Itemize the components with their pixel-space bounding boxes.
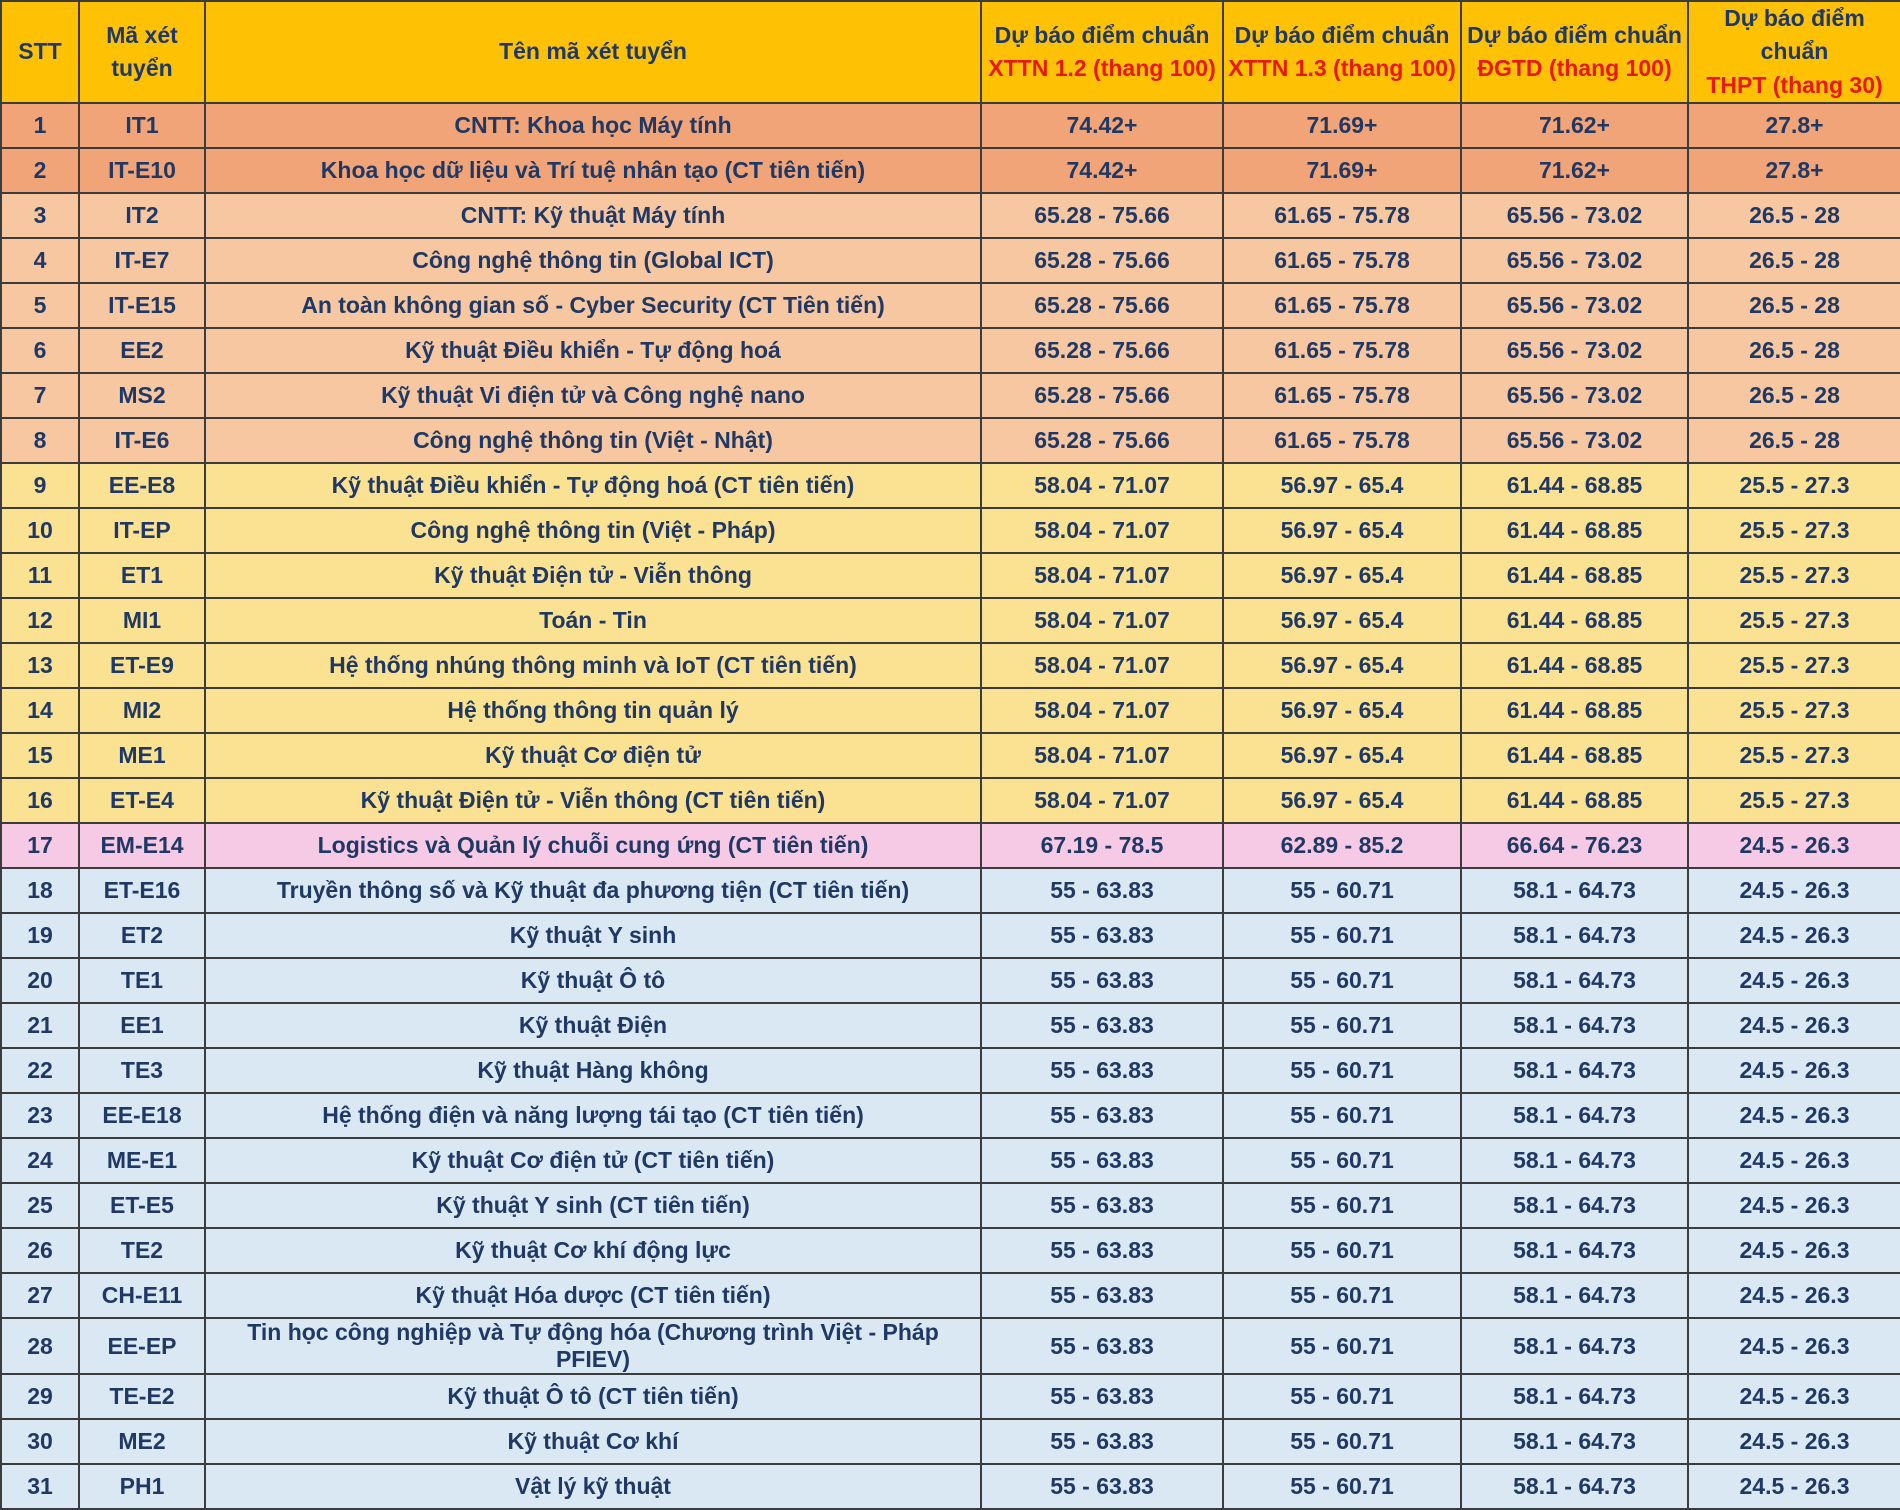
xttn12-cell: 74.42+ bbox=[981, 103, 1223, 148]
code-cell: ET-E16 bbox=[79, 868, 205, 913]
name-cell: Vật lý kỹ thuật bbox=[205, 1464, 981, 1509]
thpt-cell: 24.5 - 26.3 bbox=[1688, 1419, 1900, 1464]
table-body bbox=[1, 103, 1900, 1509]
table-row bbox=[1, 1138, 1900, 1183]
table-row bbox=[1, 1048, 1900, 1093]
xttn13-cell: 55 - 60.71 bbox=[1223, 1318, 1461, 1374]
xttn12-cell: 58.04 - 71.07 bbox=[981, 643, 1223, 688]
dgtd-cell: 58.1 - 64.73 bbox=[1461, 1183, 1688, 1228]
name-cell: Toán - Tin bbox=[205, 598, 981, 643]
table-row bbox=[1, 193, 1900, 238]
dgtd-cell: 58.1 - 64.73 bbox=[1461, 1228, 1688, 1273]
xttn12-cell: 65.28 - 75.66 bbox=[981, 373, 1223, 418]
dgtd-cell: 61.44 - 68.85 bbox=[1461, 508, 1688, 553]
stt-cell: 14 bbox=[1, 688, 79, 733]
dgtd-cell: 71.62+ bbox=[1461, 103, 1688, 148]
header-thpt-line1: Dự báo điểm chuẩn bbox=[1724, 5, 1865, 65]
dgtd-cell: 58.1 - 64.73 bbox=[1461, 1138, 1688, 1183]
code-cell: IT-E10 bbox=[79, 148, 205, 193]
thpt-cell: 26.5 - 28 bbox=[1688, 283, 1900, 328]
header-xttn13-line1: Dự báo điểm chuẩn bbox=[1234, 21, 1450, 48]
name-cell: Khoa học dữ liệu và Trí tuệ nhân tạo (CT tiên tiến) bbox=[205, 148, 981, 193]
name-cell: An toàn không gian số - Cyber Security (CT Tiên tiến) bbox=[205, 283, 981, 328]
xttn12-cell: 55 - 63.83 bbox=[981, 1419, 1223, 1464]
stt-cell: 6 bbox=[1, 328, 79, 373]
stt-cell: 29 bbox=[1, 1374, 79, 1419]
dgtd-cell: 58.1 - 64.73 bbox=[1461, 1419, 1688, 1464]
xttn12-cell: 55 - 63.83 bbox=[981, 1273, 1223, 1318]
thpt-cell: 26.5 - 28 bbox=[1688, 373, 1900, 418]
stt-cell: 25 bbox=[1, 1183, 79, 1228]
xttn12-cell: 74.42+ bbox=[981, 148, 1223, 193]
thpt-cell: 27.8+ bbox=[1688, 148, 1900, 193]
name-cell: Kỹ thuật Vi điện tử và Công nghệ nano bbox=[205, 373, 981, 418]
header-xttn13-line2: XTTN 1.3 (thang 100) bbox=[1228, 55, 1456, 82]
thpt-cell: 25.5 - 27.3 bbox=[1688, 463, 1900, 508]
table-row bbox=[1, 1093, 1900, 1138]
xttn12-cell: 65.28 - 75.66 bbox=[981, 238, 1223, 283]
stt-cell: 4 bbox=[1, 238, 79, 283]
code-cell: CH-E11 bbox=[79, 1273, 205, 1318]
xttn12-cell: 58.04 - 71.07 bbox=[981, 688, 1223, 733]
name-cell: Kỹ thuật Hóa dược (CT tiên tiến) bbox=[205, 1273, 981, 1318]
table-row bbox=[1, 148, 1900, 193]
table-row bbox=[1, 733, 1900, 778]
thpt-cell: 24.5 - 26.3 bbox=[1688, 1318, 1900, 1374]
xttn12-cell: 55 - 63.83 bbox=[981, 1003, 1223, 1048]
stt-cell: 1 bbox=[1, 103, 79, 148]
dgtd-cell: 65.56 - 73.02 bbox=[1461, 373, 1688, 418]
code-cell: ET2 bbox=[79, 913, 205, 958]
thpt-cell: 25.5 - 27.3 bbox=[1688, 553, 1900, 598]
header-code: Mã xét tuyển bbox=[79, 1, 205, 103]
xttn12-cell: 55 - 63.83 bbox=[981, 1093, 1223, 1138]
dgtd-cell: 61.44 - 68.85 bbox=[1461, 643, 1688, 688]
name-cell: CNTT: Khoa học Máy tính bbox=[205, 103, 981, 148]
table-row bbox=[1, 1273, 1900, 1318]
name-cell: Kỹ thuật Ô tô (CT tiên tiến) bbox=[205, 1374, 981, 1419]
xttn13-cell: 61.65 - 75.78 bbox=[1223, 283, 1461, 328]
thpt-cell: 25.5 - 27.3 bbox=[1688, 733, 1900, 778]
stt-cell: 26 bbox=[1, 1228, 79, 1273]
dgtd-cell: 66.64 - 76.23 bbox=[1461, 823, 1688, 868]
thpt-cell: 26.5 - 28 bbox=[1688, 193, 1900, 238]
stt-cell: 30 bbox=[1, 1419, 79, 1464]
xttn13-cell: 55 - 60.71 bbox=[1223, 913, 1461, 958]
dgtd-cell: 58.1 - 64.73 bbox=[1461, 1273, 1688, 1318]
code-cell: IT-EP bbox=[79, 508, 205, 553]
stt-cell: 23 bbox=[1, 1093, 79, 1138]
code-cell: IT2 bbox=[79, 193, 205, 238]
dgtd-cell: 61.44 - 68.85 bbox=[1461, 688, 1688, 733]
thpt-cell: 26.5 - 28 bbox=[1688, 328, 1900, 373]
name-cell: Kỹ thuật Điện tử - Viễn thông bbox=[205, 553, 981, 598]
xttn12-cell: 55 - 63.83 bbox=[981, 1138, 1223, 1183]
dgtd-cell: 58.1 - 64.73 bbox=[1461, 958, 1688, 1003]
stt-cell: 22 bbox=[1, 1048, 79, 1093]
xttn13-cell: 61.65 - 75.78 bbox=[1223, 373, 1461, 418]
code-cell: ME1 bbox=[79, 733, 205, 778]
stt-cell: 17 bbox=[1, 823, 79, 868]
stt-cell: 5 bbox=[1, 283, 79, 328]
xttn13-cell: 55 - 60.71 bbox=[1223, 1003, 1461, 1048]
name-cell: Kỹ thuật Cơ khí bbox=[205, 1419, 981, 1464]
xttn13-cell: 56.97 - 65.4 bbox=[1223, 463, 1461, 508]
header-row bbox=[1, 1, 1900, 103]
header-xttn12-line2: XTTN 1.2 (thang 100) bbox=[988, 55, 1216, 82]
xttn12-cell: 55 - 63.83 bbox=[981, 868, 1223, 913]
code-cell: EE-EP bbox=[79, 1318, 205, 1374]
name-cell: Tin học công nghiệp và Tự động hóa (Chương trình Việt - Pháp PFIEV) bbox=[205, 1318, 981, 1374]
xttn12-cell: 58.04 - 71.07 bbox=[981, 553, 1223, 598]
table-row bbox=[1, 283, 1900, 328]
xttn12-cell: 55 - 63.83 bbox=[981, 1464, 1223, 1509]
dgtd-cell: 58.1 - 64.73 bbox=[1461, 913, 1688, 958]
dgtd-cell: 61.44 - 68.85 bbox=[1461, 463, 1688, 508]
xttn13-cell: 55 - 60.71 bbox=[1223, 1228, 1461, 1273]
header-xttn12 bbox=[981, 1, 1223, 103]
dgtd-cell: 71.62+ bbox=[1461, 148, 1688, 193]
xttn12-cell: 65.28 - 75.66 bbox=[981, 193, 1223, 238]
table-row bbox=[1, 1419, 1900, 1464]
code-cell: EM-E14 bbox=[79, 823, 205, 868]
xttn13-cell: 56.97 - 65.4 bbox=[1223, 553, 1461, 598]
xttn13-cell: 55 - 60.71 bbox=[1223, 1273, 1461, 1318]
code-cell: MI2 bbox=[79, 688, 205, 733]
header-dgtd-line2: ĐGTD (thang 100) bbox=[1477, 55, 1672, 82]
table-row bbox=[1, 958, 1900, 1003]
code-cell: TE1 bbox=[79, 958, 205, 1003]
thpt-cell: 24.5 - 26.3 bbox=[1688, 1093, 1900, 1138]
code-cell: ME-E1 bbox=[79, 1138, 205, 1183]
table-row bbox=[1, 598, 1900, 643]
xttn13-cell: 55 - 60.71 bbox=[1223, 868, 1461, 913]
table-row bbox=[1, 1374, 1900, 1419]
table-row bbox=[1, 328, 1900, 373]
table-row bbox=[1, 1228, 1900, 1273]
dgtd-cell: 65.56 - 73.02 bbox=[1461, 283, 1688, 328]
xttn13-cell: 61.65 - 75.78 bbox=[1223, 418, 1461, 463]
dgtd-cell: 58.1 - 64.73 bbox=[1461, 1048, 1688, 1093]
stt-cell: 12 bbox=[1, 598, 79, 643]
name-cell: Logistics và Quản lý chuỗi cung ứng (CT tiên tiến) bbox=[205, 823, 981, 868]
table-row bbox=[1, 1464, 1900, 1509]
xttn13-cell: 55 - 60.71 bbox=[1223, 1183, 1461, 1228]
table-row bbox=[1, 103, 1900, 148]
dgtd-cell: 58.1 - 64.73 bbox=[1461, 1464, 1688, 1509]
stt-cell: 13 bbox=[1, 643, 79, 688]
thpt-cell: 24.5 - 26.3 bbox=[1688, 1374, 1900, 1419]
code-cell: IT-E15 bbox=[79, 283, 205, 328]
xttn13-cell: 56.97 - 65.4 bbox=[1223, 688, 1461, 733]
xttn12-cell: 65.28 - 75.66 bbox=[981, 283, 1223, 328]
xttn12-cell: 58.04 - 71.07 bbox=[981, 733, 1223, 778]
header-dgtd bbox=[1461, 1, 1688, 103]
xttn13-cell: 61.65 - 75.78 bbox=[1223, 193, 1461, 238]
code-cell: PH1 bbox=[79, 1464, 205, 1509]
dgtd-cell: 58.1 - 64.73 bbox=[1461, 1093, 1688, 1138]
code-cell: MS2 bbox=[79, 373, 205, 418]
xttn13-cell: 55 - 60.71 bbox=[1223, 1138, 1461, 1183]
thpt-cell: 24.5 - 26.3 bbox=[1688, 1183, 1900, 1228]
xttn13-cell: 56.97 - 65.4 bbox=[1223, 508, 1461, 553]
table-row bbox=[1, 688, 1900, 733]
stt-cell: 21 bbox=[1, 1003, 79, 1048]
table-row bbox=[1, 1183, 1900, 1228]
name-cell: Kỹ thuật Điện tử - Viễn thông (CT tiên tiến) bbox=[205, 778, 981, 823]
xttn13-cell: 55 - 60.71 bbox=[1223, 1093, 1461, 1138]
header-stt: STT bbox=[1, 1, 79, 103]
table-row bbox=[1, 463, 1900, 508]
xttn12-cell: 65.28 - 75.66 bbox=[981, 328, 1223, 373]
name-cell: Kỹ thuật Điều khiển - Tự động hoá bbox=[205, 328, 981, 373]
thpt-cell: 24.5 - 26.3 bbox=[1688, 823, 1900, 868]
name-cell: Kỹ thuật Ô tô bbox=[205, 958, 981, 1003]
stt-cell: 28 bbox=[1, 1318, 79, 1374]
table-row bbox=[1, 508, 1900, 553]
table-row bbox=[1, 1003, 1900, 1048]
name-cell: CNTT: Kỹ thuật Máy tính bbox=[205, 193, 981, 238]
thpt-cell: 25.5 - 27.3 bbox=[1688, 643, 1900, 688]
name-cell: Kỹ thuật Điều khiển - Tự động hoá (CT tiên tiến) bbox=[205, 463, 981, 508]
code-cell: MI1 bbox=[79, 598, 205, 643]
header-xttn13 bbox=[1223, 1, 1461, 103]
xttn13-cell: 56.97 - 65.4 bbox=[1223, 643, 1461, 688]
xttn12-cell: 58.04 - 71.07 bbox=[981, 508, 1223, 553]
thpt-cell: 24.5 - 26.3 bbox=[1688, 913, 1900, 958]
thpt-cell: 24.5 - 26.3 bbox=[1688, 1273, 1900, 1318]
header-name: Tên mã xét tuyển bbox=[205, 1, 981, 103]
table-row bbox=[1, 553, 1900, 598]
table-row bbox=[1, 373, 1900, 418]
stt-cell: 2 bbox=[1, 148, 79, 193]
dgtd-cell: 58.1 - 64.73 bbox=[1461, 868, 1688, 913]
stt-cell: 19 bbox=[1, 913, 79, 958]
code-cell: ET-E5 bbox=[79, 1183, 205, 1228]
name-cell: Hệ thống nhúng thông minh và IoT (CT tiên tiến) bbox=[205, 643, 981, 688]
thpt-cell: 24.5 - 26.3 bbox=[1688, 1138, 1900, 1183]
thpt-cell: 27.8+ bbox=[1688, 103, 1900, 148]
xttn13-cell: 71.69+ bbox=[1223, 148, 1461, 193]
table-row bbox=[1, 778, 1900, 823]
stt-cell: 9 bbox=[1, 463, 79, 508]
thpt-cell: 26.5 - 28 bbox=[1688, 238, 1900, 283]
thpt-cell: 24.5 - 26.3 bbox=[1688, 1003, 1900, 1048]
name-cell: Kỹ thuật Y sinh bbox=[205, 913, 981, 958]
thpt-cell: 24.5 - 26.3 bbox=[1688, 1464, 1900, 1509]
code-cell: ET-E9 bbox=[79, 643, 205, 688]
dgtd-cell: 65.56 - 73.02 bbox=[1461, 418, 1688, 463]
dgtd-cell: 61.44 - 68.85 bbox=[1461, 733, 1688, 778]
xttn12-cell: 55 - 63.83 bbox=[981, 1183, 1223, 1228]
name-cell: Kỹ thuật Cơ điện tử bbox=[205, 733, 981, 778]
name-cell: Kỹ thuật Cơ khí động lực bbox=[205, 1228, 981, 1273]
xttn13-cell: 62.89 - 85.2 bbox=[1223, 823, 1461, 868]
stt-cell: 8 bbox=[1, 418, 79, 463]
dgtd-cell: 58.1 - 64.73 bbox=[1461, 1003, 1688, 1048]
dgtd-cell: 65.56 - 73.02 bbox=[1461, 328, 1688, 373]
table-row bbox=[1, 868, 1900, 913]
stt-cell: 16 bbox=[1, 778, 79, 823]
dgtd-cell: 65.56 - 73.02 bbox=[1461, 238, 1688, 283]
code-cell: TE-E2 bbox=[79, 1374, 205, 1419]
thpt-cell: 25.5 - 27.3 bbox=[1688, 598, 1900, 643]
name-cell: Công nghệ thông tin (Việt - Nhật) bbox=[205, 418, 981, 463]
dgtd-cell: 58.1 - 64.73 bbox=[1461, 1318, 1688, 1374]
stt-cell: 20 bbox=[1, 958, 79, 1003]
xttn13-cell: 71.69+ bbox=[1223, 103, 1461, 148]
xttn12-cell: 55 - 63.83 bbox=[981, 1048, 1223, 1093]
stt-cell: 7 bbox=[1, 373, 79, 418]
thpt-cell: 24.5 - 26.3 bbox=[1688, 1228, 1900, 1273]
xttn12-cell: 58.04 - 71.07 bbox=[981, 463, 1223, 508]
code-cell: EE-E18 bbox=[79, 1093, 205, 1138]
thpt-cell: 24.5 - 26.3 bbox=[1688, 1048, 1900, 1093]
table-row bbox=[1, 1318, 1900, 1374]
xttn13-cell: 56.97 - 65.4 bbox=[1223, 598, 1461, 643]
name-cell: Truyền thông số và Kỹ thuật đa phương tiện (CT tiên tiến) bbox=[205, 868, 981, 913]
table-row bbox=[1, 643, 1900, 688]
stt-cell: 11 bbox=[1, 553, 79, 598]
code-cell: EE-E8 bbox=[79, 463, 205, 508]
xttn13-cell: 55 - 60.71 bbox=[1223, 958, 1461, 1003]
stt-cell: 10 bbox=[1, 508, 79, 553]
xttn13-cell: 55 - 60.71 bbox=[1223, 1048, 1461, 1093]
xttn13-cell: 55 - 60.71 bbox=[1223, 1464, 1461, 1509]
thpt-cell: 26.5 - 28 bbox=[1688, 418, 1900, 463]
thpt-cell: 24.5 - 26.3 bbox=[1688, 868, 1900, 913]
code-cell: IT-E7 bbox=[79, 238, 205, 283]
code-cell: ET1 bbox=[79, 553, 205, 598]
header-thpt bbox=[1688, 1, 1900, 103]
dgtd-cell: 61.44 - 68.85 bbox=[1461, 778, 1688, 823]
xttn12-cell: 67.19 - 78.5 bbox=[981, 823, 1223, 868]
xttn12-cell: 55 - 63.83 bbox=[981, 913, 1223, 958]
stt-cell: 18 bbox=[1, 868, 79, 913]
code-cell: TE2 bbox=[79, 1228, 205, 1273]
stt-cell: 31 bbox=[1, 1464, 79, 1509]
xttn12-cell: 55 - 63.83 bbox=[981, 1318, 1223, 1374]
name-cell: Công nghệ thông tin (Global ICT) bbox=[205, 238, 981, 283]
xttn13-cell: 55 - 60.71 bbox=[1223, 1419, 1461, 1464]
xttn12-cell: 55 - 63.83 bbox=[981, 958, 1223, 1003]
xttn13-cell: 61.65 - 75.78 bbox=[1223, 238, 1461, 283]
table-row bbox=[1, 418, 1900, 463]
code-cell: ME2 bbox=[79, 1419, 205, 1464]
code-cell: EE2 bbox=[79, 328, 205, 373]
code-cell: ET-E4 bbox=[79, 778, 205, 823]
xttn13-cell: 55 - 60.71 bbox=[1223, 1374, 1461, 1419]
dgtd-cell: 61.44 - 68.85 bbox=[1461, 553, 1688, 598]
xttn12-cell: 65.28 - 75.66 bbox=[981, 418, 1223, 463]
dgtd-cell: 65.56 - 73.02 bbox=[1461, 193, 1688, 238]
thpt-cell: 25.5 - 27.3 bbox=[1688, 508, 1900, 553]
thpt-cell: 25.5 - 27.3 bbox=[1688, 688, 1900, 733]
header-thpt-line2: THPT (thang 30) bbox=[1706, 71, 1883, 98]
xttn12-cell: 58.04 - 71.07 bbox=[981, 598, 1223, 643]
xttn12-cell: 55 - 63.83 bbox=[981, 1374, 1223, 1419]
xttn13-cell: 61.65 - 75.78 bbox=[1223, 328, 1461, 373]
code-cell: EE1 bbox=[79, 1003, 205, 1048]
thpt-cell: 25.5 - 27.3 bbox=[1688, 778, 1900, 823]
dgtd-cell: 58.1 - 64.73 bbox=[1461, 1374, 1688, 1419]
stt-cell: 27 bbox=[1, 1273, 79, 1318]
xttn13-cell: 56.97 - 65.4 bbox=[1223, 733, 1461, 778]
name-cell: Kỹ thuật Y sinh (CT tiên tiến) bbox=[205, 1183, 981, 1228]
table-row bbox=[1, 913, 1900, 958]
name-cell: Công nghệ thông tin (Việt - Pháp) bbox=[205, 508, 981, 553]
header-dgtd-line1: Dự báo điểm chuẩn bbox=[1467, 21, 1682, 48]
xttn12-cell: 58.04 - 71.07 bbox=[981, 778, 1223, 823]
name-cell: Kỹ thuật Cơ điện tử (CT tiên tiến) bbox=[205, 1138, 981, 1183]
name-cell: Kỹ thuật Hàng không bbox=[205, 1048, 981, 1093]
code-cell: IT1 bbox=[79, 103, 205, 148]
name-cell: Hệ thống điện và năng lượng tái tạo (CT tiên tiến) bbox=[205, 1093, 981, 1138]
table-row bbox=[1, 823, 1900, 868]
header-xttn12-line1: Dự báo điểm chuẩn bbox=[994, 21, 1210, 48]
code-cell: IT-E6 bbox=[79, 418, 205, 463]
dgtd-cell: 61.44 - 68.85 bbox=[1461, 598, 1688, 643]
stt-cell: 15 bbox=[1, 733, 79, 778]
xttn12-cell: 55 - 63.83 bbox=[981, 1228, 1223, 1273]
code-cell: TE3 bbox=[79, 1048, 205, 1093]
table-header bbox=[1, 1, 1900, 103]
table-row bbox=[1, 238, 1900, 283]
xttn13-cell: 56.97 - 65.4 bbox=[1223, 778, 1461, 823]
name-cell: Kỹ thuật Điện bbox=[205, 1003, 981, 1048]
name-cell: Hệ thống thông tin quản lý bbox=[205, 688, 981, 733]
thpt-cell: 24.5 - 26.3 bbox=[1688, 958, 1900, 1003]
stt-cell: 3 bbox=[1, 193, 79, 238]
stt-cell: 24 bbox=[1, 1138, 79, 1183]
